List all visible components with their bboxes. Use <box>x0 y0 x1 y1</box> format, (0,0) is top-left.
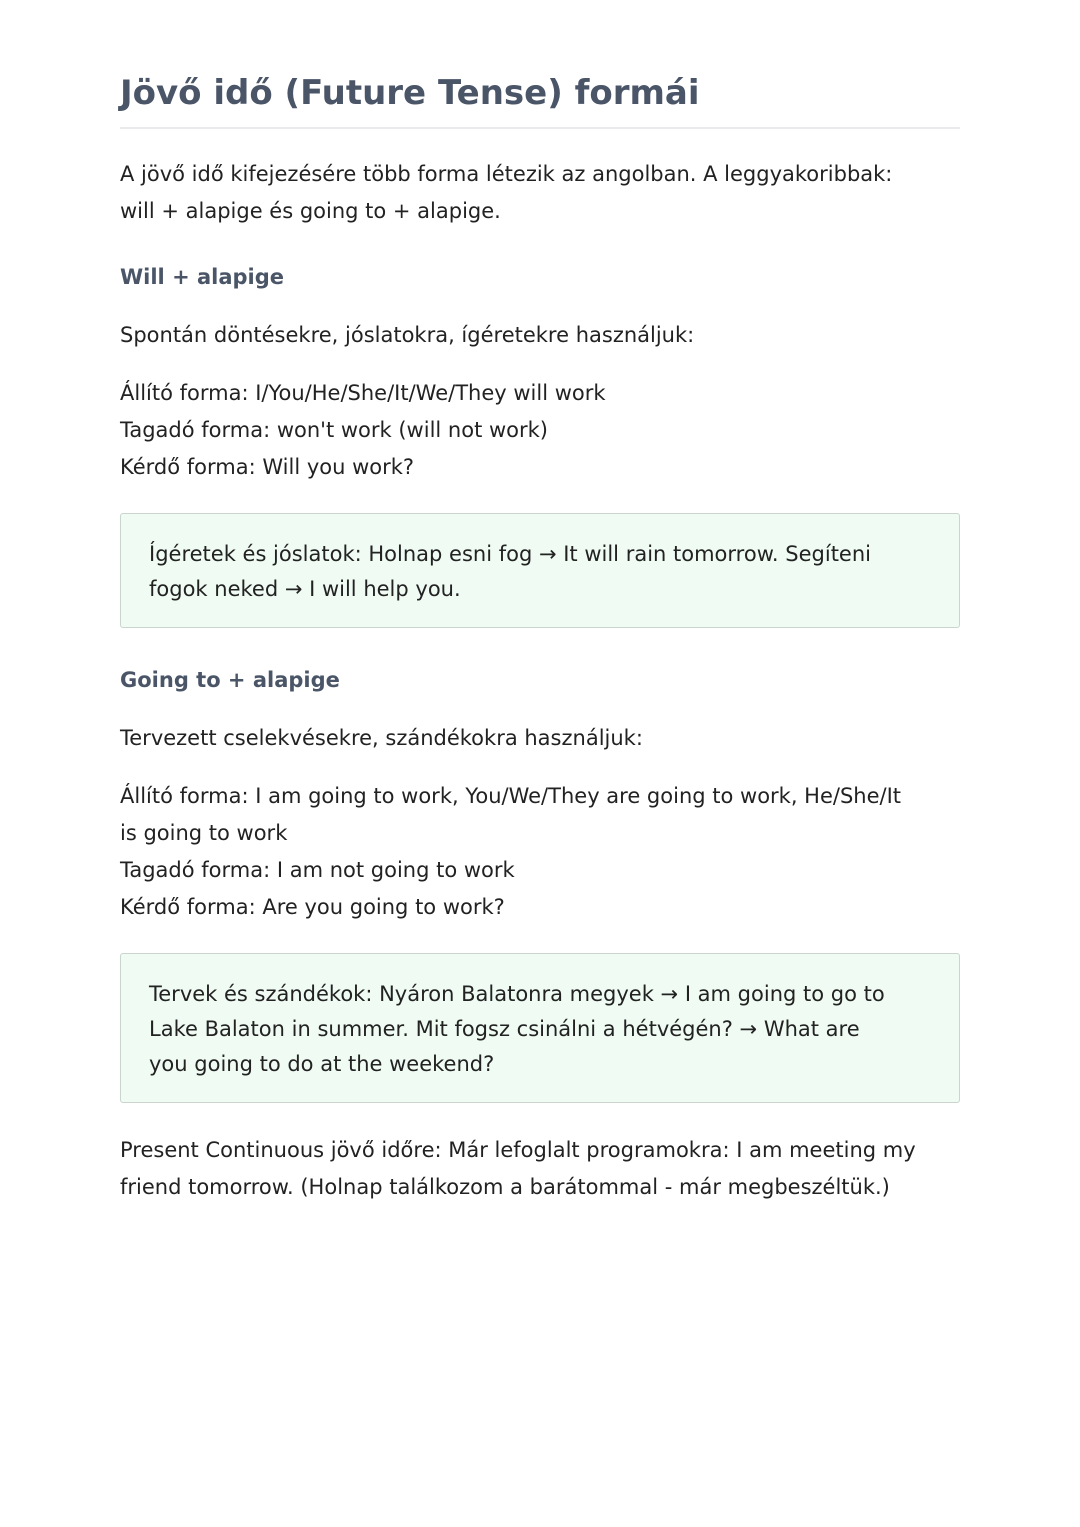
going-to-example-box <box>120 953 960 1103</box>
will-form-question: Kérdő forma: Will you work? <box>120 455 415 479</box>
going-to-usage-text: Tervezett cselekvésekre, szándékokra használjuk: <box>120 726 643 750</box>
going-to-forms <box>120 778 960 926</box>
present-continuous-line-2: friend tomorrow. (Holnap találkozom a barátommal - már megbeszéltük.) <box>120 1175 890 1199</box>
will-usage-text: Spontán döntésekre, jóslatokra, ígéretekre használjuk: <box>120 323 695 347</box>
going-to-form-negative: Tagadó forma: I am not going to work <box>120 858 515 882</box>
will-example-text <box>149 537 931 607</box>
will-form-negative: Tagadó forma: won't work (will not work) <box>120 418 548 442</box>
present-continuous-line-1: Present Continuous jövő időre: Már lefoglalt programokra: I am meeting my <box>120 1138 916 1162</box>
document-content <box>120 0 960 1206</box>
present-continuous-paragraph <box>120 1132 960 1206</box>
going-to-form-affirmative: Állító forma: I am going to work, You/We/They are going to work, He/She/It <box>120 784 902 808</box>
going-to-form-affirmative-cont: is going to work <box>120 821 288 845</box>
going-to-example-text <box>149 977 931 1082</box>
will-example-box <box>120 513 960 628</box>
will-example-line-2: fogok neked → I will help you. <box>149 577 461 601</box>
will-form-affirmative: Állító forma: I/You/He/She/It/We/They will work <box>120 381 606 405</box>
page-title: Jövő idő (Future Tense) formái <box>120 0 960 129</box>
going-to-form-question: Kérdő forma: Are you going to work? <box>120 895 505 919</box>
will-example-line-1: Ígéretek és jóslatok: Holnap esni fog → It will rain tomorrow. Segíteni <box>149 542 871 566</box>
intro-line-2: will + alapige és going to + alapige. <box>120 199 501 223</box>
going-to-example-line-3: you going to do at the weekend? <box>149 1052 495 1076</box>
intro-line-1: A jövő idő kifejezésére több forma létezik az angolban. A leggyakoribbak: <box>120 162 893 186</box>
intro-paragraph <box>120 156 960 230</box>
going-to-example-line-1: Tervek és szándékok: Nyáron Balatonra megyek → I am going to go to <box>149 982 885 1006</box>
will-forms <box>120 375 960 486</box>
will-section-heading: Will + alapige <box>120 265 285 289</box>
going-to-section-heading: Going to + alapige <box>120 668 340 692</box>
going-to-example-line-2: Lake Balaton in summer. Mit fogsz csinálni a hétvégén? → What are <box>149 1017 860 1041</box>
